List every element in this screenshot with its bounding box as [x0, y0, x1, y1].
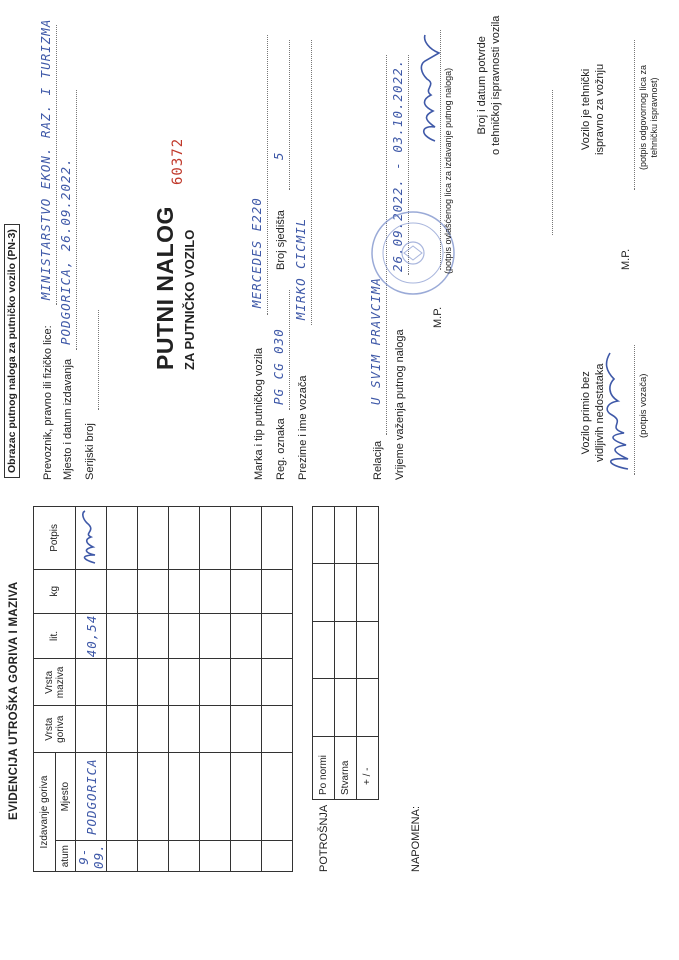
form-label: Obrazac putnog naloga za putničko vozilo (PN-3)	[6, 229, 18, 473]
fuel-log-title: EVIDENCIJA UTROŠKA GORIVA I MAZIVA	[8, 581, 20, 820]
napomena-label: NAPOMENA:	[410, 805, 422, 872]
broj-sjedista-label: Broj sjedišta	[275, 210, 287, 270]
potpis-vozaca-caption: (potpis vozača)	[638, 373, 649, 438]
col-datum: atum	[56, 841, 76, 872]
mp-label-2: M.P.	[620, 248, 632, 270]
doc-subtitle: ZA PUTNIČKO VOZILO	[182, 229, 197, 370]
row1-mjesto: PODGORICA	[76, 753, 107, 841]
potpis-odgovornog-caption: (potpis odgovornog lica za tehničku ispravnost)	[638, 64, 659, 170]
driver-signature	[600, 345, 636, 475]
col-mjesto: Mjesto	[56, 753, 76, 841]
reg-value: PG CG 030	[271, 328, 286, 405]
marka-label: Marka i tip putničkog vozila	[253, 347, 265, 480]
fuel-log-table	[33, 506, 293, 872]
po-normi-label: Po normi	[313, 737, 335, 800]
driver-signature-small	[77, 509, 103, 567]
serial-number: 60372	[170, 137, 186, 185]
potpis-izdavanje-caption: (potpis ovlašćenog lica za izdavanje putnog naloga)	[443, 67, 453, 274]
row1-lit: 40,54	[76, 613, 107, 659]
vozac-label: Prezime i ime vozača	[297, 375, 309, 480]
stvarna-label: Stvarna	[335, 737, 357, 800]
doc-title: PUTNI NALOG	[152, 206, 178, 370]
relacija-label: Relacija	[372, 440, 384, 480]
col-potpis: Potpis	[34, 507, 76, 570]
row1-datum: 9-09.	[76, 841, 107, 872]
form-label-box	[4, 224, 20, 478]
row1-potpis	[76, 507, 107, 570]
mp-label-1: M.P.	[432, 306, 444, 328]
vrijeme-label: Vrijeme važenja putnog naloga	[394, 329, 406, 480]
mjesto-datum-value: PODGORICA, 26.09.2022.	[58, 157, 73, 345]
potrosnja-label: POTROŠNJA	[318, 804, 330, 872]
marka-value: MERCEDES E220	[249, 197, 264, 308]
vozilo-ispravno: Vozilo je tehnički ispravno za vožnju	[580, 63, 606, 155]
prevoznik-value: MINISTARSTVO EKON. RAZ. I TURIZMA	[38, 18, 53, 300]
broj-datum-potvrde: Broj i datum potvrde o tehničkoj ispravnosti vozila	[476, 15, 502, 155]
group-header: Izdavanje goriva	[34, 753, 56, 872]
col-kg: kg	[34, 569, 76, 613]
vozac-value: MIRKO CICMIL	[293, 217, 308, 320]
potrosnja-table	[312, 506, 379, 800]
vozilo-primio: Vozilo primio bez vidljivih nedostataka	[580, 363, 606, 462]
prevoznik-label: Prevoznik, pravno ili fizičko lice:	[42, 325, 54, 480]
mjesto-datum-label: Mjesto i datum izdavanja	[62, 358, 74, 480]
col-lit: lit.	[34, 613, 76, 659]
vrijeme-value: 26.09.2022. - 03.10.2022.	[390, 58, 405, 272]
serijski-label: Serijski broj	[84, 423, 96, 480]
col-vrsta-goriva: Vrsta goriva	[34, 706, 76, 753]
col-vrsta-maziva: Vrsta maziva	[34, 659, 76, 706]
reg-label: Reg. oznaka	[275, 418, 287, 480]
razlika-label: + / -	[357, 737, 379, 800]
relacija-value: U SVIM PRAVCIMA	[368, 277, 383, 405]
broj-sjedista-value: 5	[271, 151, 286, 160]
